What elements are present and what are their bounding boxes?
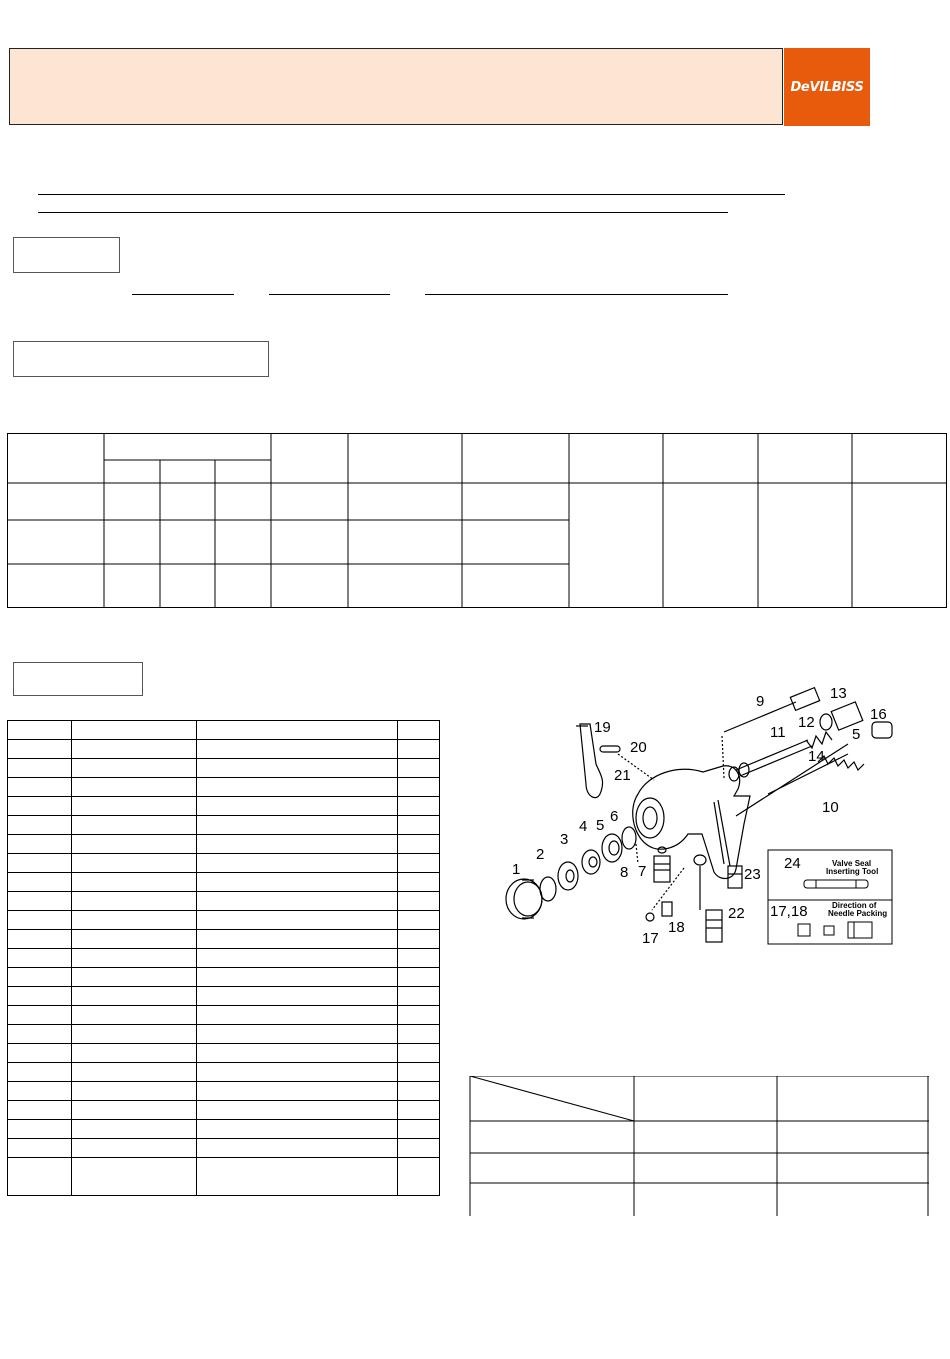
table-row (8, 1101, 440, 1120)
callout-24: 24 (784, 855, 801, 872)
callout-11: 11 (770, 724, 786, 741)
header-band (9, 48, 783, 125)
callout-20: 20 (630, 739, 647, 756)
valve-seal-tool-label-2: Inserting Tool (826, 867, 879, 876)
table-row (8, 797, 440, 816)
table-row (8, 816, 440, 835)
callout-4: 4 (579, 818, 588, 835)
section-label-box-3 (13, 662, 143, 696)
callout-22: 22 (728, 905, 745, 922)
field-underline-2 (269, 294, 390, 295)
callout-1: 1 (512, 861, 521, 878)
table-row (8, 911, 440, 930)
section-label-box-1 (13, 237, 120, 273)
combination-table (469, 1076, 929, 1216)
table-row (8, 1139, 440, 1158)
table-row (8, 1082, 440, 1101)
callout-12: 12 (798, 714, 815, 731)
table-row (8, 1044, 440, 1063)
table-row (8, 1158, 440, 1196)
table-row (8, 987, 440, 1006)
callout-18: 18 (668, 919, 685, 936)
needle-packing-label-2: Needle Packing (828, 909, 888, 918)
callout-2: 2 (536, 846, 545, 863)
table-row (8, 740, 440, 759)
table-row (8, 930, 440, 949)
section-label-box-2 (13, 341, 269, 377)
parts-list-table (7, 720, 440, 1196)
callout-14: 14 (808, 748, 825, 765)
table-row (8, 835, 440, 854)
table-row (8, 1063, 440, 1082)
title-underline-1 (38, 194, 785, 195)
callout-9: 9 (756, 693, 765, 710)
table-row (8, 854, 440, 873)
logo-text: DeVILBISS (790, 79, 864, 95)
combination-table-grid (469, 1076, 929, 1216)
exploded-view-drawing (488, 684, 908, 954)
table-row (8, 892, 440, 911)
callout-6: 6 (610, 808, 619, 825)
spray-gun-exploded-diagram (488, 684, 908, 954)
callout-16: 16 (870, 706, 887, 723)
callout-17-18: 17,18 (770, 903, 808, 920)
table-row (8, 778, 440, 797)
callout-17: 17 (642, 930, 659, 947)
callout-5b: 5 (852, 726, 861, 743)
table-row (8, 1006, 440, 1025)
devilbiss-logo (784, 48, 870, 126)
table-row (8, 759, 440, 778)
callout-7: 7 (638, 863, 647, 880)
callout-19: 19 (594, 719, 611, 736)
table-row (8, 968, 440, 987)
table-row (8, 873, 440, 892)
specification-table-grid (7, 433, 947, 608)
specification-table (7, 433, 947, 608)
valve-seal-tool-label-1: Valve Seal (832, 859, 872, 868)
table-row (8, 721, 440, 740)
callout-3: 3 (560, 831, 569, 848)
table-row (8, 949, 440, 968)
needle-packing-label-1: Direction of (832, 901, 877, 910)
callout-5: 5 (596, 817, 605, 834)
callout-13: 13 (830, 685, 847, 702)
callout-21: 21 (614, 767, 631, 784)
callout-23: 23 (744, 866, 761, 883)
callout-10: 10 (822, 799, 839, 816)
callout-8: 8 (620, 864, 629, 881)
field-underline-1 (132, 294, 234, 295)
field-underline-3 (425, 294, 728, 295)
table-row (8, 1025, 440, 1044)
title-underline-2 (38, 212, 728, 213)
table-row (8, 1120, 440, 1139)
